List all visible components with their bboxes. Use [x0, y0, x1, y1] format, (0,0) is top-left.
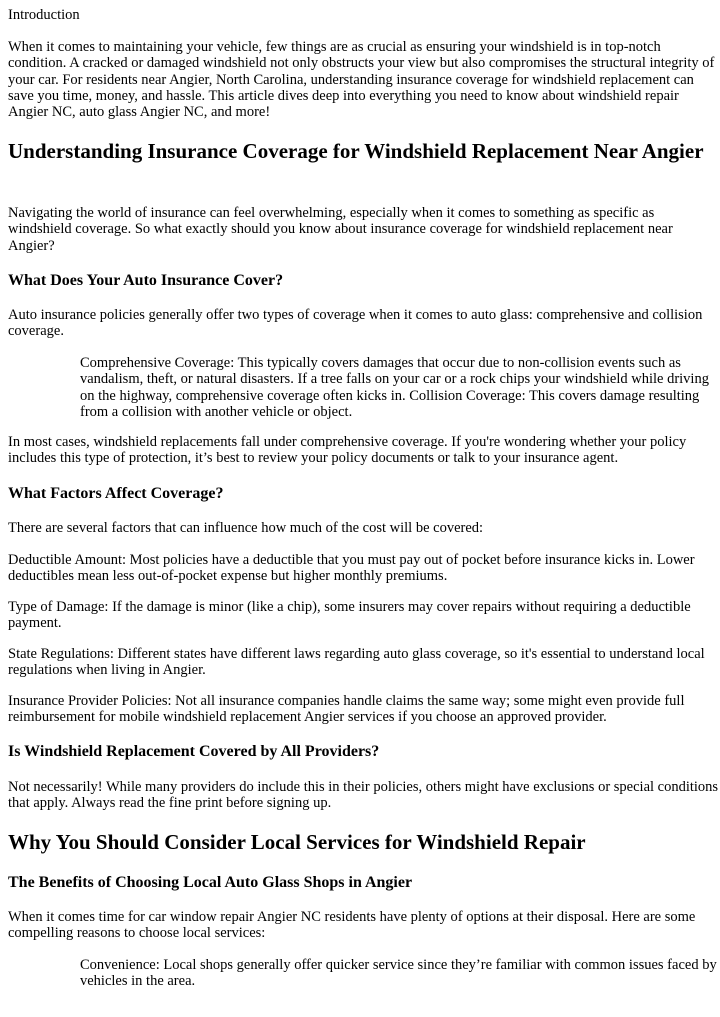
paragraph-auto-policies: Auto insurance policies generally offer two types of coverage when it comes to auto glass: comprehensive and collision coverage. [8, 307, 703, 340]
blockquote-convenience: Convenience: Local shops generally offer quicker service since they’re familiar with common issues faced by vehicles in the area. [80, 957, 717, 990]
paragraph-when-time: When it comes time for car window repair Angier NC residents have plenty of options at their disposal. Here are some compelling reasons to choose local services: [8, 909, 696, 942]
section-heading-insurance: Understanding Insurance Coverage for Windshield Replacement Near Angier [8, 139, 704, 163]
paragraph-state-regulations: State Regulations: Different states have different laws regarding auto glass coverage, so it's essential to understand local regulations when living in Angier. [8, 646, 705, 679]
subheading-all-providers: Is Windshield Replacement Covered by All Providers? [8, 743, 380, 760]
paragraph-not-necessarily: Not necessarily! While many providers do include this in their policies, others might have exclusions or special conditions that apply. Always read the fine print before signing up. [8, 779, 719, 812]
blockquote-coverage-types: Comprehensive Coverage: This typically covers damages that occur due to non-collision events such as vandalism, theft, or natural disasters. If a tree falls on your car or a rock chips your windshield while driving on the highway, comprehensive coverage often kicks in. Collision Coverage: This covers damage resulting from a collision with another vehicle or object. [80, 355, 709, 420]
paragraph-several-factors: There are several factors that can influence how much of the cost will be covered: [8, 520, 484, 536]
paragraph-type-damage: Type of Damage: If the damage is minor (like a chip), some insurers may cover repairs without requiring a deductible payment. [8, 599, 691, 632]
intro-heading: Introduction [8, 7, 80, 23]
paragraph-navigating: Navigating the world of insurance can feel overwhelming, especially when it comes to something as specific as windshield coverage. So what exactly should you know about insurance coverage for windshield replacement near Angier? [8, 205, 673, 254]
paragraph-deductible: Deductible Amount: Most policies have a deductible that you must pay out of pocket before insurance kicks in. Lower deductibles mean less out-of-pocket expense but higher monthly premiums. [8, 552, 695, 585]
subheading-benefits: The Benefits of Choosing Local Auto Glass Shops in Angier [8, 874, 413, 891]
section-heading-local-services: Why You Should Consider Local Services for Windshield Repair [8, 830, 586, 854]
paragraph-most-cases: In most cases, windshield replacements fall under comprehensive coverage. If you're wondering whether your policy includes this type of protection, it’s best to review your policy documents or talk to your insurance agent. [8, 434, 687, 467]
intro-paragraph: When it comes to maintaining your vehicle, few things are as crucial as ensuring your windshield is in top-notch condition. A cracked or damaged windshield not only obstructs your view but also compromises the structural integrity of your car. For residents near Angier, North Carolina, understanding insurance coverage for windshield replacement can save you time, money, and hassle. This article dives deep into everything you need to know about windshield repair Angier NC, auto glass Angier NC, and more! [8, 39, 715, 121]
paragraph-provider-policies: Insurance Provider Policies: Not all insurance companies handle claims the same way; some might even provide full reimbursement for mobile windshield replacement Angier services if you choose an approved provider. [8, 693, 685, 726]
subheading-factors: What Factors Affect Coverage? [8, 485, 224, 502]
subheading-auto-cover: What Does Your Auto Insurance Cover? [8, 272, 284, 289]
